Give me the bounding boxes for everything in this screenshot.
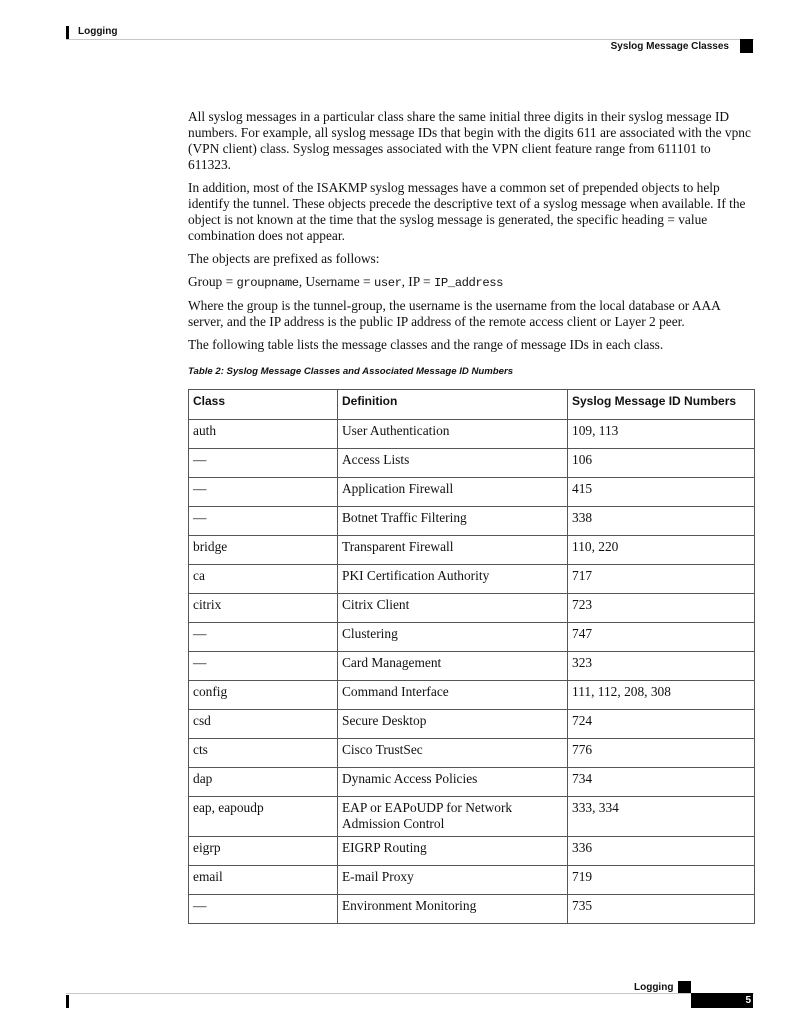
message-ids-cell: 111, 112, 208, 308 xyxy=(568,681,755,710)
table-row xyxy=(189,507,755,536)
message-ids-cell: 109, 113 xyxy=(568,420,755,449)
table-row xyxy=(189,895,755,924)
message-ids-cell: 338 xyxy=(568,507,755,536)
definition-cell: Command Interface xyxy=(338,681,568,710)
table-row xyxy=(189,594,755,623)
class-cell: eap, eapoudp xyxy=(189,797,338,837)
prefix-text-username: , Username = xyxy=(298,274,374,289)
class-cell: config xyxy=(189,681,338,710)
definition-cell: Card Management xyxy=(338,652,568,681)
footer-chapter-label: Logging xyxy=(634,982,674,993)
definition-cell: PKI Certification Authority xyxy=(338,565,568,594)
message-ids-cell: 333, 334 xyxy=(568,797,755,837)
footer-marker xyxy=(66,995,69,1008)
definition-cell: E-mail Proxy xyxy=(338,866,568,895)
table-row xyxy=(189,623,755,652)
table-row xyxy=(189,866,755,895)
class-cell: — xyxy=(189,478,338,507)
message-ids-cell: 734 xyxy=(568,768,755,797)
footer-tab-block xyxy=(678,981,691,993)
header-marker xyxy=(66,26,69,39)
class-cell: auth xyxy=(189,420,338,449)
table-row xyxy=(189,478,755,507)
main-content xyxy=(188,109,756,924)
definition-cell: Cisco TrustSec xyxy=(338,739,568,768)
table-row xyxy=(189,768,755,797)
message-ids-cell: 735 xyxy=(568,895,755,924)
message-classes-table xyxy=(188,389,755,924)
class-cell: ca xyxy=(189,565,338,594)
definition-cell: Environment Monitoring xyxy=(338,895,568,924)
paragraph-class-digits: All syslog messages in a particular class share the same initial three digits in their syslog message ID numbers. For example, all syslog message IDs that begin with the digits 611 are associated with the vpnc (VPN client) class. Syslog messages associated with the VPN client feature range from 611101 to 611323. xyxy=(188,109,751,172)
header-section-title: Syslog Message Classes xyxy=(610,41,729,52)
class-cell: citrix xyxy=(189,594,338,623)
class-cell: cts xyxy=(189,739,338,768)
table-row xyxy=(189,420,755,449)
column-header-definition: Definition xyxy=(338,390,568,420)
definition-cell: Application Firewall xyxy=(338,478,568,507)
prefix-code-ip-address: IP_address xyxy=(433,276,504,290)
header-chapter-title: Logging xyxy=(78,26,118,37)
message-ids-cell: 110, 220 xyxy=(568,536,755,565)
header-rule xyxy=(66,39,754,40)
class-cell: csd xyxy=(189,710,338,739)
definition-cell: Citrix Client xyxy=(338,594,568,623)
paragraph-group-explanation: Where the group is the tunnel-group, the username is the username from the local database or AAA server, and the IP address is the public IP address of the remote access client or Layer 2 peer. xyxy=(188,298,721,329)
table-row xyxy=(189,797,755,837)
column-header-message-ids: Syslog Message ID Numbers xyxy=(568,390,755,420)
definition-cell: User Authentication xyxy=(338,420,568,449)
paragraph-table-intro: The following table lists the message classes and the range of message IDs in each class. xyxy=(188,337,664,352)
class-cell: eigrp xyxy=(189,837,338,866)
message-ids-cell: 723 xyxy=(568,594,755,623)
paragraph-isakmp-objects: In addition, most of the ISAKMP syslog messages have a common set of prepended objects to help identify the tunnel. These objects precede the descriptive text of a syslog message when available. If the object is not known at the time that the syslog message is generated, the specific heading = value combination does not appear. xyxy=(188,180,746,243)
table-row xyxy=(189,837,755,866)
class-cell: — xyxy=(189,623,338,652)
table-caption: Table 2: Syslog Message Classes and Associated Message ID Numbers xyxy=(188,366,514,377)
page-number: 5 xyxy=(691,993,753,1008)
class-cell: bridge xyxy=(189,536,338,565)
prefix-text-ip: , IP = xyxy=(401,274,434,289)
definition-cell: EIGRP Routing xyxy=(338,837,568,866)
message-ids-cell: 415 xyxy=(568,478,755,507)
message-ids-cell: 776 xyxy=(568,739,755,768)
table-row xyxy=(189,739,755,768)
class-cell: email xyxy=(189,866,338,895)
definition-cell: EAP or EAPoUDP for Network Admission Control xyxy=(338,797,568,837)
class-cell: — xyxy=(189,449,338,478)
footer-rule xyxy=(66,993,754,994)
column-header-class: Class xyxy=(189,390,338,420)
table-header-row xyxy=(189,390,755,420)
table-row xyxy=(189,710,755,739)
prefix-text-group: Group = xyxy=(188,274,237,289)
class-cell: — xyxy=(189,895,338,924)
message-ids-cell: 336 xyxy=(568,837,755,866)
prefix-code-user: user xyxy=(373,276,402,290)
definition-cell: Secure Desktop xyxy=(338,710,568,739)
class-cell: dap xyxy=(189,768,338,797)
table-row xyxy=(189,449,755,478)
table-row xyxy=(189,565,755,594)
definition-cell: Clustering xyxy=(338,623,568,652)
header-tab-block xyxy=(740,39,753,53)
definition-cell: Access Lists xyxy=(338,449,568,478)
table-row xyxy=(189,681,755,710)
message-ids-cell: 747 xyxy=(568,623,755,652)
message-ids-cell: 724 xyxy=(568,710,755,739)
class-cell: — xyxy=(189,507,338,536)
prefix-code-groupname: groupname xyxy=(236,276,299,290)
message-ids-cell: 323 xyxy=(568,652,755,681)
definition-cell: Transparent Firewall xyxy=(338,536,568,565)
definition-cell: Botnet Traffic Filtering xyxy=(338,507,568,536)
paragraph-prefix-format xyxy=(188,274,756,291)
table-row xyxy=(189,536,755,565)
paragraph-prefix-intro: The objects are prefixed as follows: xyxy=(188,251,380,266)
class-cell: — xyxy=(189,652,338,681)
message-ids-cell: 106 xyxy=(568,449,755,478)
message-ids-cell: 717 xyxy=(568,565,755,594)
table-row xyxy=(189,652,755,681)
message-ids-cell: 719 xyxy=(568,866,755,895)
definition-cell: Dynamic Access Policies xyxy=(338,768,568,797)
